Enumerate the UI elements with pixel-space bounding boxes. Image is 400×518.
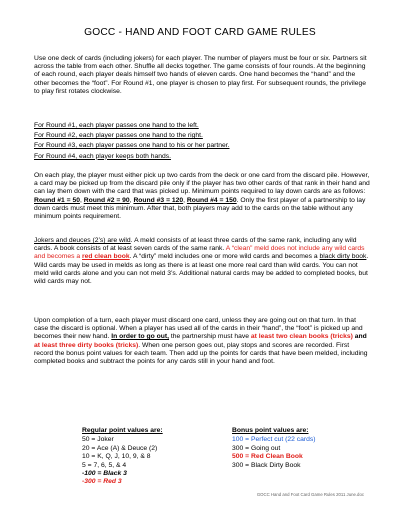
document-footer: GOCC Hand and Foot Card Game Rules 2011 June.doc bbox=[256, 492, 364, 497]
separator: , bbox=[79, 196, 84, 204]
intro-paragraph: Use one deck of cards (including jokers) for each player. The number of players must be four or six. Partners sit across the table from each other. Shuffle all decks together. The game consists of four rounds. At the beginning of each round, each player deals himself two hands of eleven cards. One hand becomes the “hand” and the other becomes the “foot”. For Round #1, one player is chosen to play first. For subsequent rounds, the privilege to play first rotates clockwise. bbox=[34, 55, 367, 95]
play-paragraph bbox=[34, 172, 370, 221]
turn-paragraph bbox=[34, 317, 370, 366]
regular-point-values bbox=[82, 427, 163, 487]
bonus-item-perfect-cut: 100 = Perfect cut (22 cards) bbox=[232, 436, 316, 444]
three-dirty-books-requirement: at least three dirty books (tricks) bbox=[34, 341, 139, 349]
page-title: GOCC - HAND AND FOOT CARD GAME RULES bbox=[84, 27, 316, 38]
bonus-point-values bbox=[232, 427, 315, 470]
min-points-round-2: Round #2 = 90 bbox=[83, 196, 130, 204]
round-1-rule: For Round #1, each player passes one hand to the left. bbox=[34, 122, 199, 129]
turn-text-1: Upon completion of a turn, each player must discard one card, unless they are going out on that turn. In that case the discard is optional. When a player has used all of the cards in their “hand”, the “foot” is picked up and becomes their new hand. bbox=[34, 317, 363, 341]
and-word: and bbox=[352, 333, 367, 341]
min-points-round-3: Round #3 = 120 bbox=[133, 196, 184, 204]
bonus-item-black-dirty-book: 300 = Black Dirty Book bbox=[232, 461, 301, 469]
separator: , bbox=[129, 196, 134, 204]
turn-text-2: the partnership must have bbox=[169, 333, 251, 341]
round-2-rule: For Round #2, each player passes one hand to the right. bbox=[34, 132, 203, 140]
melds-text-3: . Wild cards may be used in melds as long as there is at least one more real card than wild cards. You can not meld wild cards alone and you can not meld 3’s. Additional natural cards may be added to completed books, but wild cards may not. bbox=[34, 253, 369, 286]
round-4-rule: For Round #4, each player keeps both hands. bbox=[34, 152, 171, 160]
red-clean-book-term: red clean book bbox=[82, 253, 130, 261]
regular-item-face-cards: 10 = K, Q, J, 10, 9, & 8 bbox=[82, 453, 151, 461]
turn-text-3: . When one person goes out, play stops and scores are recorded. First record the bonus point values for each team. Then add up the points for cards that have been melded, including completed books and subtract the points for any cards still in your hand and foot. bbox=[34, 341, 368, 366]
melds-text-2: . A “dirty” meld includes one or more wild cards and becomes a bbox=[129, 253, 320, 261]
two-clean-books-requirement: at least two clean books (tricks) bbox=[250, 333, 353, 341]
black-dirty-book-term: black dirty book bbox=[319, 253, 367, 261]
clean-meld-sentence: A “clean” meld does not include any wild cards and becomes a bbox=[34, 245, 365, 261]
round-3-rule: For Round #3, each player passes one hand to his or her partner. bbox=[34, 142, 230, 150]
min-points-round-4: Round #4 = 150 bbox=[186, 196, 237, 204]
play-text-1: On each play, the player must either pick up two cards from the deck or one card from the discard pile. However, a card may be picked up from the discard pile only if the player has two other cards of that rank in their hand and can lay them down with the card that was picked up. Minimum points required to lay down cards are as follows: bbox=[34, 172, 370, 196]
round-passing-list bbox=[34, 121, 370, 162]
melds-text-1: . A meld consists of at least three cards of the same rank, including any wild cards. A book consists of at least seven cards of the same rank. bbox=[34, 237, 357, 253]
bonus-item-going-out: 300 = Going out bbox=[232, 444, 281, 452]
regular-item-black-3: -100 = Black 3 bbox=[82, 470, 127, 478]
go-out-heading: In order to go out, bbox=[111, 333, 170, 341]
bonus-item-red-clean-book: 500 = Red Clean Book bbox=[232, 453, 303, 461]
regular-item-ace-deuce: 20 = Ace (A) & Deuce (2) bbox=[82, 444, 158, 452]
regular-item-red-3: -300 = Red 3 bbox=[82, 478, 122, 486]
melds-paragraph bbox=[34, 237, 370, 286]
separator: , bbox=[183, 196, 187, 204]
play-text-2: . Only the first player of a partnership to lay down cards must meet this minimum. After that, both players may add to the cards on the table without any minimum points requirement. bbox=[34, 196, 366, 221]
min-points-round-1: Round #1 = 50 bbox=[34, 196, 80, 204]
regular-item-joker: 50 = Joker bbox=[82, 436, 114, 444]
regular-item-low-cards: 5 = 7, 6, 5, & 4 bbox=[82, 461, 127, 469]
wild-cards-lead: Jokers and deuces (2’s) are wild bbox=[34, 237, 131, 244]
bonus-heading: Bonus point values are: bbox=[232, 427, 309, 434]
regular-heading: Regular point values are: bbox=[82, 427, 163, 434]
